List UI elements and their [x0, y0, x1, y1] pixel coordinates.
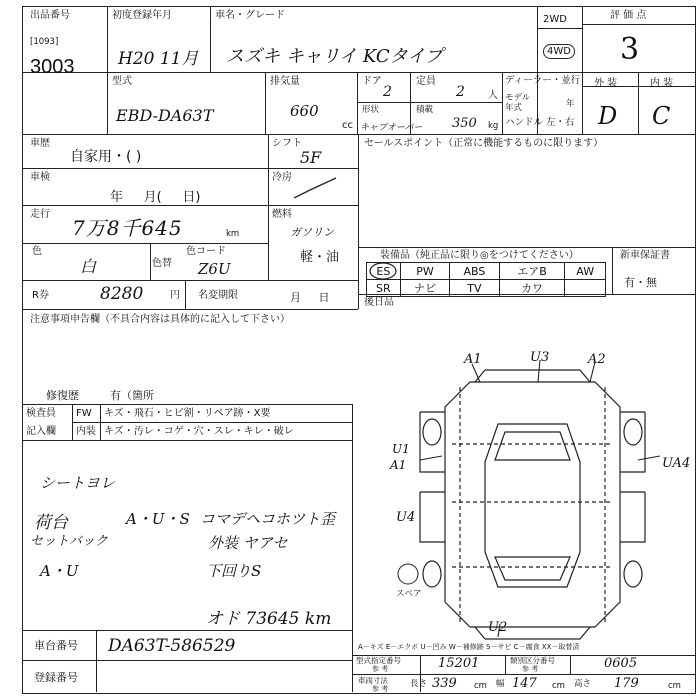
note-line-6: コマデヘコホツト歪	[200, 510, 336, 528]
note-line-2: 荷台	[34, 513, 68, 533]
height-value: 179	[614, 676, 639, 691]
doors-label: ドア	[362, 76, 382, 87]
first-reg-label: 初度登録年月	[112, 10, 172, 21]
mileage-value: 7万8千645	[72, 216, 183, 240]
shift-value: 5F	[300, 148, 322, 167]
width-unit: cm	[552, 681, 565, 691]
dims-label: 車両寸法	[358, 676, 388, 685]
note-line-4: A・U	[40, 562, 79, 580]
car-damage-diagram	[380, 352, 690, 652]
note-line-7: 外装 ヤアセ	[208, 534, 288, 552]
capacity-value: 2	[456, 84, 465, 100]
interior-value: C	[652, 102, 671, 130]
width-label: 幅	[496, 679, 505, 689]
score-value: 3	[620, 32, 640, 67]
drive-4wd: 4WD	[543, 44, 575, 59]
title-label: 名変期限	[198, 290, 238, 301]
equip-navi: ナビ	[400, 280, 450, 297]
title-value: 月 日	[290, 291, 330, 304]
category-value: 0605	[604, 656, 638, 671]
odometer-value: オド 73645 km	[206, 609, 332, 629]
car-name-value: スズキ キャリイ KCタイプ	[226, 46, 443, 67]
ac-label: 冷房	[272, 172, 292, 183]
dims-sub: 参 考	[372, 685, 389, 693]
shift-label: シフト	[272, 138, 302, 149]
displacement-unit: cc	[342, 120, 353, 131]
note-line-1: シートヨレ	[40, 474, 116, 492]
mark-u2: U2	[488, 620, 508, 635]
ps-label: 後日品	[364, 297, 394, 308]
car-name-label: 車名・グレード	[215, 10, 285, 21]
displacement-value: 660	[290, 102, 319, 120]
mark-u3: U3	[530, 350, 550, 365]
load-value: 350	[452, 116, 477, 131]
length-unit: cm	[474, 681, 487, 691]
capacity-unit: 人	[488, 90, 498, 101]
type-cert-sub: 参 考	[372, 665, 389, 673]
history-value: 自家用・( )	[70, 149, 142, 165]
fuel-label: 燃料	[272, 209, 292, 220]
handle-label: ハンドル 左・右	[505, 117, 575, 128]
equip-es: ES	[367, 263, 401, 280]
exterior-label: 外 装	[594, 78, 618, 89]
shape-value: キャブオーバー	[360, 123, 423, 133]
height-label: 高さ	[574, 679, 592, 689]
int-items: キズ・汚レ・コゲ・穴・スレ・キレ・破レ	[104, 426, 294, 437]
color-label: 色	[32, 246, 42, 257]
model-year-sub: 年式	[505, 103, 523, 113]
note-line-8: 下回りS	[206, 562, 262, 580]
year-unit: 年	[566, 99, 575, 109]
displacement-label: 排気量	[270, 76, 300, 87]
entry-label: 記入欄	[26, 426, 56, 437]
color-code-label: 色コード	[186, 246, 226, 257]
inspection-label: 車検	[30, 172, 50, 183]
length-label: 長さ	[410, 679, 428, 689]
mark-u4: U4	[396, 510, 416, 525]
inspection-value: 年 月( 日)	[110, 190, 201, 205]
warranty-label: 新車保証書	[620, 250, 670, 261]
note-line-5: A・U・S	[126, 510, 190, 528]
type-cert-label: 型式指定番号	[356, 656, 401, 665]
equipment-table	[366, 262, 606, 297]
capacity-label: 定員	[416, 76, 436, 87]
recycle-unit: 円	[170, 290, 180, 301]
ac-checkmark	[290, 176, 340, 202]
model-value: EBD-DA63T	[116, 106, 214, 125]
repair-label: 修復歴	[46, 389, 79, 402]
fuel-options: 軽・油	[300, 250, 340, 265]
fw-items: キズ・飛石・ヒビ割・リペア跡・X要	[104, 408, 271, 419]
mark-ua4: UA4	[662, 456, 691, 471]
spare-label: スペア	[396, 589, 422, 599]
legend: A－キズ E－エクボ U－凹み W－補修跡 S－サビ C－腐食 XX－取替済	[358, 643, 580, 651]
inspector-label: 検査員	[26, 408, 56, 419]
lot-number: 3003	[30, 56, 75, 78]
history-label: 車歴	[30, 138, 50, 149]
drive-2wd: 2WD	[543, 14, 567, 25]
equip-abs: ABS	[450, 263, 499, 280]
color-change-label: 色替	[152, 258, 172, 269]
doors-value: 2	[383, 84, 392, 100]
mark-u1: U1	[392, 442, 410, 456]
mark-a1-top: A1	[464, 352, 482, 367]
score-label: 評 価 点	[610, 10, 647, 21]
sales-label: セールスポイント（正常に機能するものに限ります）	[364, 138, 604, 149]
interior-label: 内 装	[650, 78, 674, 89]
mark-a2: A2	[588, 352, 606, 367]
exterior-value: D	[598, 102, 618, 130]
reg-label: 登録番号	[34, 671, 78, 684]
model-year-label: モデル	[505, 93, 531, 103]
equip-leather: カワ	[499, 280, 565, 297]
lot-sub: [1093]	[30, 37, 59, 47]
repair-value: 有（箇所	[110, 389, 154, 402]
height-unit: cm	[668, 681, 681, 691]
length-value: 339	[432, 676, 457, 691]
shape-label: 形状	[362, 105, 380, 115]
chassis-label: 車台番号	[34, 639, 78, 652]
category-label: 類別区分番号	[510, 656, 555, 665]
type-cert-value: 15201	[438, 656, 480, 671]
color-code-value: Z6U	[198, 260, 231, 278]
lot-label: 出品番号	[30, 10, 70, 21]
fuel-value: ガソリン	[290, 226, 334, 239]
equip-blank	[565, 280, 606, 297]
recycle-label: R券	[32, 290, 49, 301]
warranty-value: 有・無	[624, 276, 657, 289]
mileage-label: 走行	[30, 209, 50, 220]
color-value: 白	[80, 257, 97, 276]
category-sub: 参 考	[522, 665, 539, 673]
mark-a1-left: A1	[390, 458, 407, 472]
mileage-unit: km	[226, 229, 240, 239]
equip-sr: SR	[367, 280, 401, 297]
equip-tv: TV	[450, 280, 499, 297]
equipment-label: 装備品（純正品に限り◎をつけてください）	[380, 250, 579, 261]
notes-label: 注意事項申告欄（不具合内容は具体的に記入して下さい）	[30, 314, 290, 325]
equip-airbag: エアB	[499, 263, 565, 280]
equip-aw: AW	[565, 263, 606, 280]
note-line-3: セットバック	[30, 534, 108, 549]
fw-label: FW	[76, 408, 92, 419]
model-label: 型式	[112, 76, 132, 87]
load-unit: kg	[488, 121, 499, 131]
recycle-value: 8280	[100, 284, 144, 304]
dealer-label: ディーラー・並行	[505, 75, 581, 86]
load-label: 積載	[416, 105, 434, 115]
int-label: 内装	[76, 426, 96, 437]
equip-pw: PW	[400, 263, 450, 280]
width-value: 147	[512, 676, 537, 691]
first-reg-value: H20 11月	[118, 49, 199, 69]
es-circle	[368, 262, 400, 280]
chassis-value: DA63T-586529	[108, 636, 236, 656]
